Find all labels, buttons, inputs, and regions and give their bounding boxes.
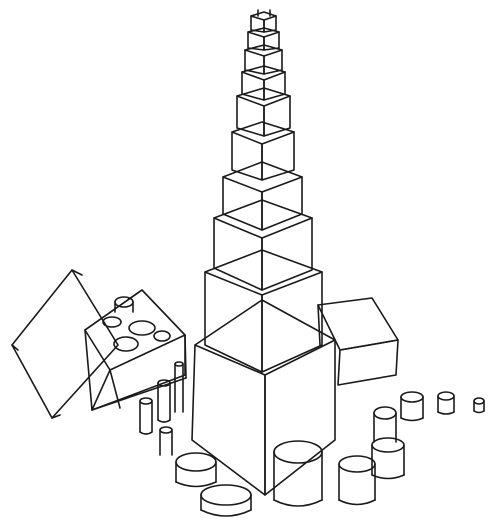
open-box	[12, 270, 186, 418]
thin-cylinders	[140, 362, 183, 455]
far-right-cylinders	[401, 392, 484, 421]
tower-level-2	[205, 250, 322, 372]
tower-level-10	[251, 10, 276, 32]
front-cylinders	[176, 407, 404, 516]
side-box	[318, 298, 398, 385]
stacked-tower	[192, 10, 335, 495]
tower-level-3	[214, 200, 312, 290]
